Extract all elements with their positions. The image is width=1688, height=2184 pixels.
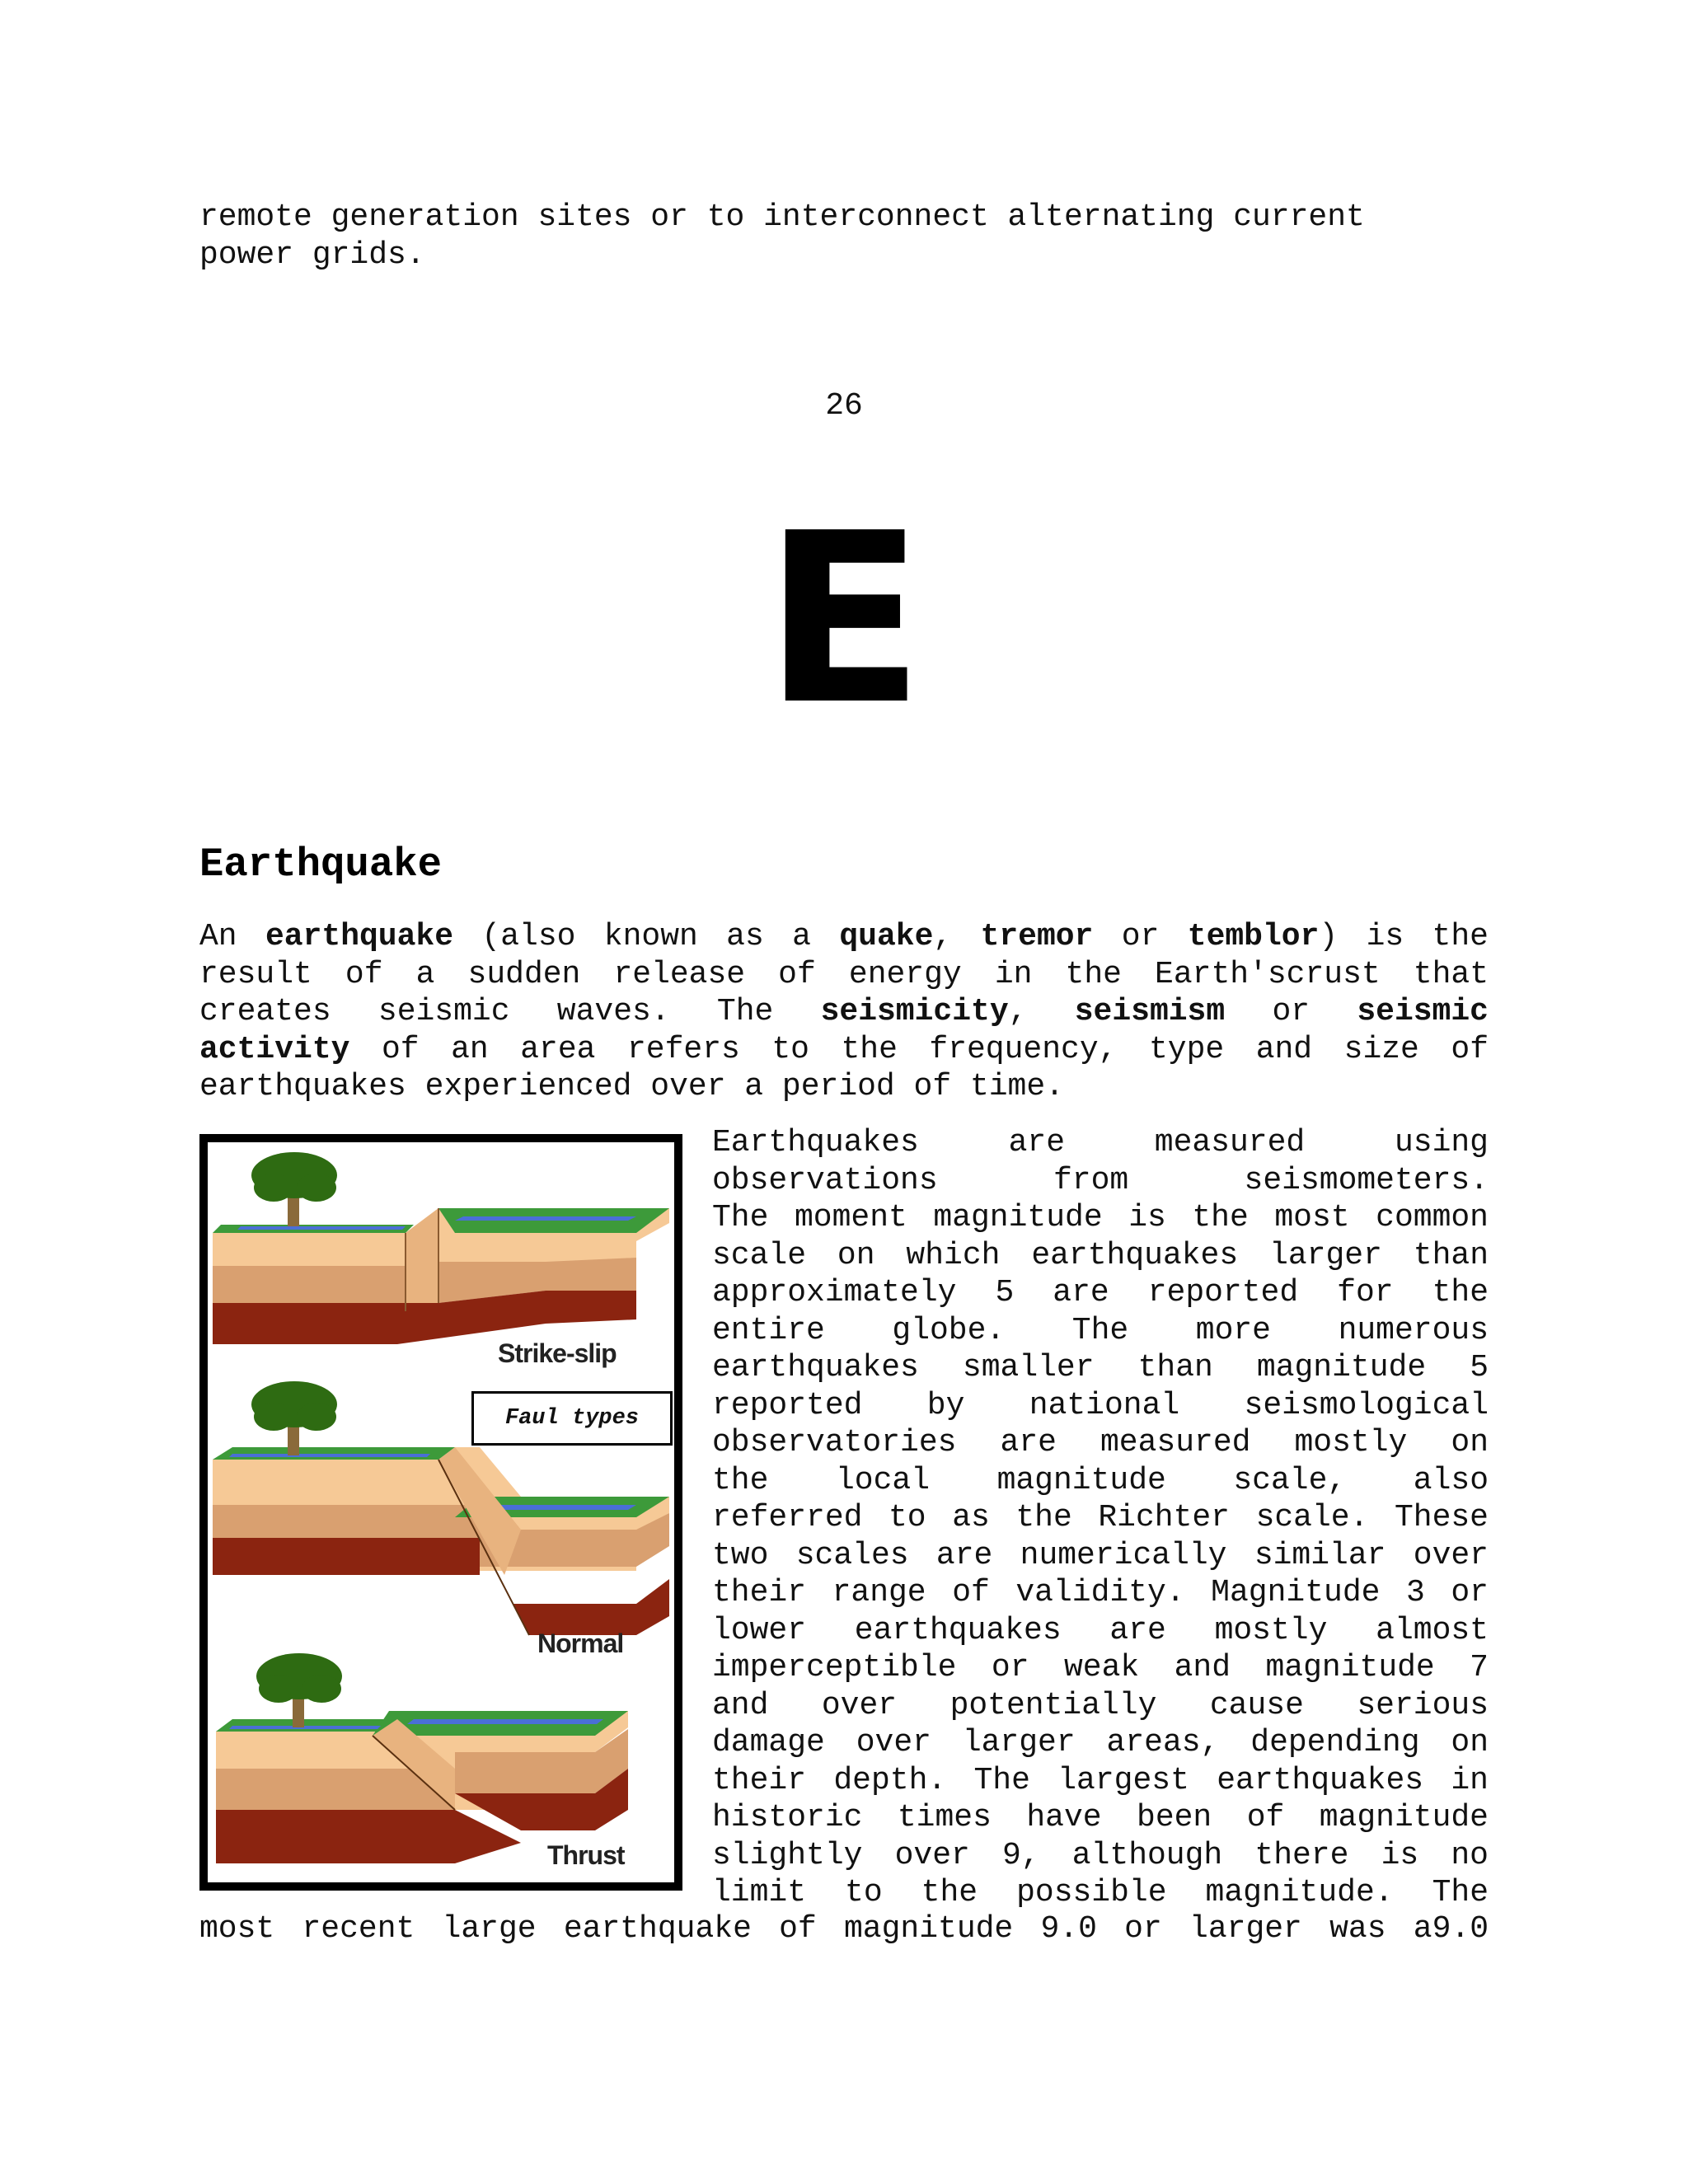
- term-seismism: seismism: [1074, 994, 1226, 1029]
- strike-slip-block: [213, 1208, 669, 1344]
- fault-types-figure: [199, 1134, 682, 1891]
- term-activity: activity: [199, 1031, 350, 1067]
- term-quake: quake: [839, 919, 934, 954]
- body-line: approximately 5 are reported for the: [712, 1275, 1489, 1310]
- page-number: 26: [825, 388, 863, 424]
- intro-line: result of a sudden release of energy in the Earth'scrust that: [199, 956, 1489, 992]
- body-line: their depth. The largest earthquakes in: [712, 1762, 1489, 1798]
- body-line: referred to as the Richter scale. These: [712, 1500, 1489, 1535]
- final-line: most recent large earthquake of magnitude 9.0 or larger was a9.0: [199, 1911, 1489, 1947]
- body-line: the local magnitude scale, also: [712, 1462, 1489, 1498]
- body-line: lower earthquakes are mostly almost: [712, 1612, 1489, 1648]
- body-line: damage over larger areas, depending on: [712, 1725, 1489, 1760]
- continuation-text: [199, 199, 1485, 274]
- body-line: slightly over 9, although there is no: [712, 1837, 1489, 1873]
- continuation-line: remote generation sites or to interconnect alternating current: [199, 199, 1365, 235]
- body-line: The moment magnitude is the most common: [712, 1200, 1489, 1235]
- body-line: two scales are numerically similar over: [712, 1537, 1489, 1573]
- term-tremor: tremor: [980, 919, 1094, 954]
- body-line: earthquakes smaller than magnitude 5: [712, 1350, 1489, 1385]
- intro-line: earthquakes experienced over a period of time.: [199, 1069, 1064, 1104]
- body-line: limit to the possible magnitude. The: [712, 1875, 1489, 1910]
- body-line: Earthquakes are measured using: [712, 1125, 1489, 1160]
- tree-icon: [256, 1653, 342, 1727]
- tree-icon: [251, 1381, 337, 1455]
- body-line: reported by national seismological: [712, 1387, 1489, 1423]
- figure-caption: Faul types: [471, 1391, 673, 1446]
- tree-icon: [251, 1152, 337, 1226]
- term-earthquake: earthquake: [265, 919, 454, 954]
- fault-diagram: [208, 1142, 674, 1882]
- normal-fault-block: [213, 1447, 669, 1635]
- section-letter: E: [763, 483, 925, 757]
- body-line: observations from seismometers.: [712, 1162, 1489, 1198]
- label-thrust: Thrust: [547, 1840, 625, 1870]
- continuation-line: power grids.: [199, 237, 425, 273]
- body-paragraph: [712, 1124, 1489, 1912]
- body-line: scale on which earthquakes larger than: [712, 1237, 1489, 1273]
- intro-paragraph: [199, 918, 1489, 1106]
- term-seismicity: seismicity: [820, 994, 1009, 1029]
- body-line: and over potentially cause serious: [712, 1687, 1489, 1723]
- term-seismic: seismic: [1357, 994, 1489, 1029]
- intro-line: activity of an area refers to the frequency, type and size of: [199, 1031, 1489, 1067]
- body-line: their range of validity. Magnitude 3 or: [712, 1575, 1489, 1610]
- intro-line: An earthquake (also known as a quake, tremor or temblor) is the: [199, 919, 1489, 954]
- body-line: observatories are measured mostly on: [712, 1425, 1489, 1460]
- label-strike-slip: Strike-slip: [498, 1338, 617, 1368]
- body-line: entire globe. The more numerous: [712, 1312, 1489, 1348]
- intro-line: creates seismic waves. The seismicity, seismism or seismic: [199, 994, 1489, 1029]
- label-normal: Normal: [537, 1629, 624, 1658]
- body-line: imperceptible or weak and magnitude 7: [712, 1650, 1489, 1685]
- body-line: historic times have been of magnitude: [712, 1800, 1489, 1835]
- article-heading: Earthquake: [199, 841, 443, 888]
- term-temblor: temblor: [1187, 919, 1320, 954]
